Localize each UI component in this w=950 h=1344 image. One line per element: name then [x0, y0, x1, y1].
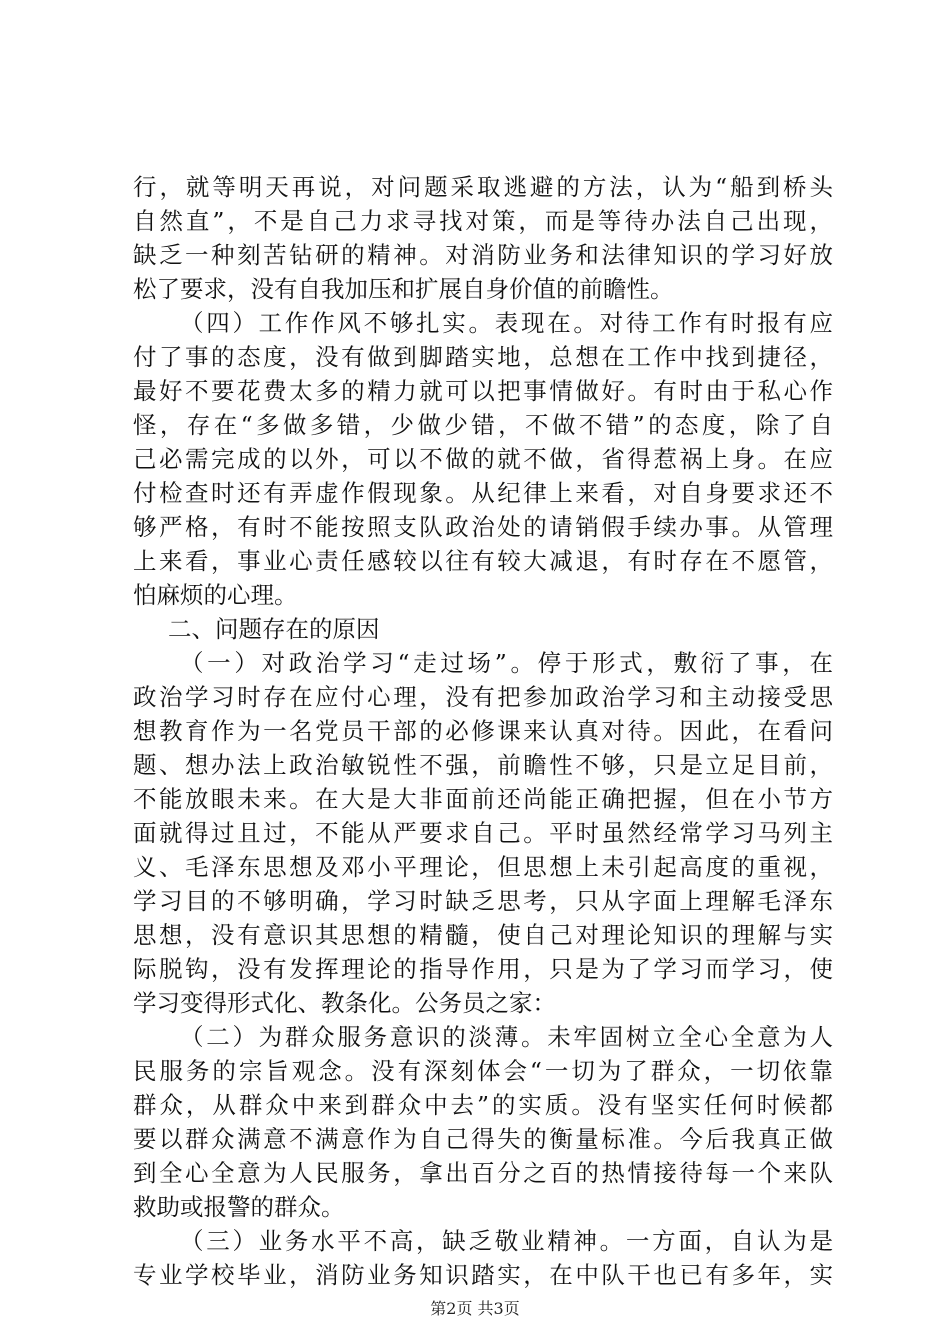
text-line: 面就得过且过，不能从严要求自己。平时虽然经常学习马列主	[133, 819, 833, 847]
text-line: 不能放眼未来。在大是大非面前还尚能正确把握，但在小节方	[133, 785, 833, 813]
text-line: 学习目的不够明确，学习时缺乏思考，只从字面上理解毛泽东	[133, 887, 833, 915]
paragraph-heading-3: （三）业务水平不高，缺乏敬业精神。一方面，自认为是	[180, 1227, 833, 1255]
text-line: 义、毛泽东思想及邓小平理论，但思想上未引起高度的重视，	[133, 853, 833, 881]
page-footer: 第2页 共3页	[430, 1299, 520, 1318]
text-line: 怪，存在“多做多错，少做少错，不做不错”的态度，除了自	[133, 411, 833, 439]
text-line: 上来看，事业心责任感较以往有较大减退，有时存在不愿管，	[133, 547, 833, 575]
text-line: 行，就等明天再说，对问题采取逃避的方法，认为“船到桥头	[133, 173, 833, 201]
text-line: 最好不要花费太多的精力就可以把事情做好。有时由于私心作	[133, 377, 833, 405]
text-line: 缺乏一种刻苦钻研的精神。对消防业务和法律知识的学习好放	[133, 241, 833, 269]
text-line: 要以群众满意不满意作为自己得失的衡量标准。今后我真正做	[133, 1125, 833, 1153]
text-line: 救助或报警的群众。	[133, 1193, 345, 1221]
text-line: 民服务的宗旨观念。没有深刻体会“一切为了群众，一切依靠	[133, 1057, 833, 1085]
text-line: 际脱钩，没有发挥理论的指导作用，只是为了学习而学习，使	[133, 955, 833, 983]
text-line: 题、想办法上政治敏锐性不强，前瞻性不够，只是立足目前，	[133, 751, 833, 779]
text-line: 思想，没有意识其思想的精髓，使自己对理论知识的理解与实	[133, 921, 833, 949]
paragraph-heading-2: （二）为群众服务意识的淡薄。未牢固树立全心全意为人	[180, 1023, 833, 1051]
text-line: 够严格，有时不能按照支队政治处的请销假手续办事。从管理	[133, 513, 833, 541]
text-line: 想教育作为一名党员干部的必修课来认真对待。因此，在看问	[133, 717, 833, 745]
text-line: 群众，从群众中来到群众中去”的实质。没有坚实任何时候都	[133, 1091, 833, 1119]
text-line: 怕麻烦的心理。	[133, 581, 298, 609]
text-line: 自然直”，不是自己力求寻找对策，而是等待办法自己出现，	[133, 207, 833, 235]
text-line: 己必需完成的以外，可以不做的就不做，省得惹祸上身。在应	[133, 445, 833, 473]
text-line: 松了要求，没有自我加压和扩展自身价值的前瞻性。	[133, 275, 674, 303]
text-line: 学习变得形式化、教条化。公务员之家：	[133, 989, 556, 1017]
text-line: 付了事的态度，没有做到脚踏实地，总想在工作中找到捷径，	[133, 343, 833, 371]
text-line: 到全心全意为人民服务，拿出百分之百的热情接待每一个来队	[133, 1159, 833, 1187]
text-line: 政治学习时存在应付心理，没有把参加政治学习和主动接受思	[133, 683, 833, 711]
text-line: 专业学校毕业，消防业务知识踏实，在中队干也已有多年，实	[133, 1261, 833, 1289]
text-line: 付检查时还有弄虚作假现象。从纪律上来看，对自身要求还不	[133, 479, 833, 507]
paragraph-heading-1: （一）对政治学习“走过场”。停于形式，敷衍了事，在	[180, 649, 833, 677]
paragraph-heading-4: （四）工作作风不够扎实。表现在。对待工作有时报有应	[180, 309, 833, 337]
section-heading: 二、问题存在的原因	[168, 615, 380, 643]
